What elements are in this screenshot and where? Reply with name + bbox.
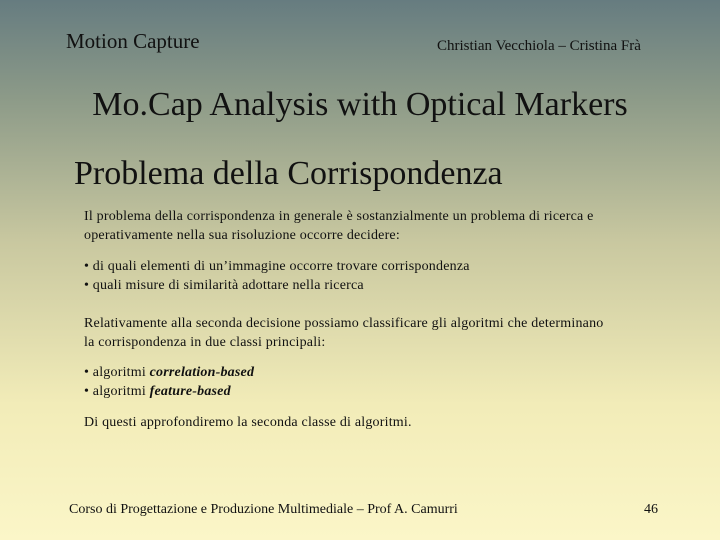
- para2-line-1: Relativamente alla seconda decisione possiamo classificare gli algoritmi che determinano: [84, 316, 604, 331]
- header-authors: Christian Vecchiola – Cristina Frà: [437, 38, 641, 54]
- slide-subtitle: Problema della Corrispondenza: [74, 155, 503, 192]
- header-course: Motion Capture: [66, 29, 200, 53]
- algorithm-term-correlation: correlation-based: [149, 365, 255, 380]
- page-number: 46: [644, 502, 658, 517]
- para2-line-2: la corrispondenza in due classi principali:: [84, 335, 326, 350]
- intro-line-2: operativamente nella sua risoluzione occorre decidere:: [84, 228, 400, 243]
- closing-line: Di questi approfondiremo la seconda classe di algoritmi.: [84, 415, 412, 430]
- algorithm-prefix-1: • algoritmi: [84, 365, 150, 380]
- slide-title: Mo.Cap Analysis with Optical Markers: [92, 86, 628, 123]
- bullet-item-1: • di quali elementi di un’immagine occorre trovare corrispondenza: [84, 259, 470, 274]
- bullet-item-2: • quali misure di similarità adottare nella ricerca: [84, 278, 364, 293]
- intro-line-1: Il problema della corrispondenza in generale è sostanzialmente un problema di ricerca e: [84, 209, 594, 224]
- algorithm-term-feature: feature-based: [149, 384, 231, 399]
- algorithm-item-2: [84, 382, 674, 401]
- algorithm-item-1: [84, 363, 674, 382]
- body-text: [84, 207, 674, 432]
- algorithm-prefix-2: • algoritmi: [84, 384, 150, 399]
- footer-text: Corso di Progettazione e Produzione Multimediale – Prof A. Camurri: [69, 502, 458, 517]
